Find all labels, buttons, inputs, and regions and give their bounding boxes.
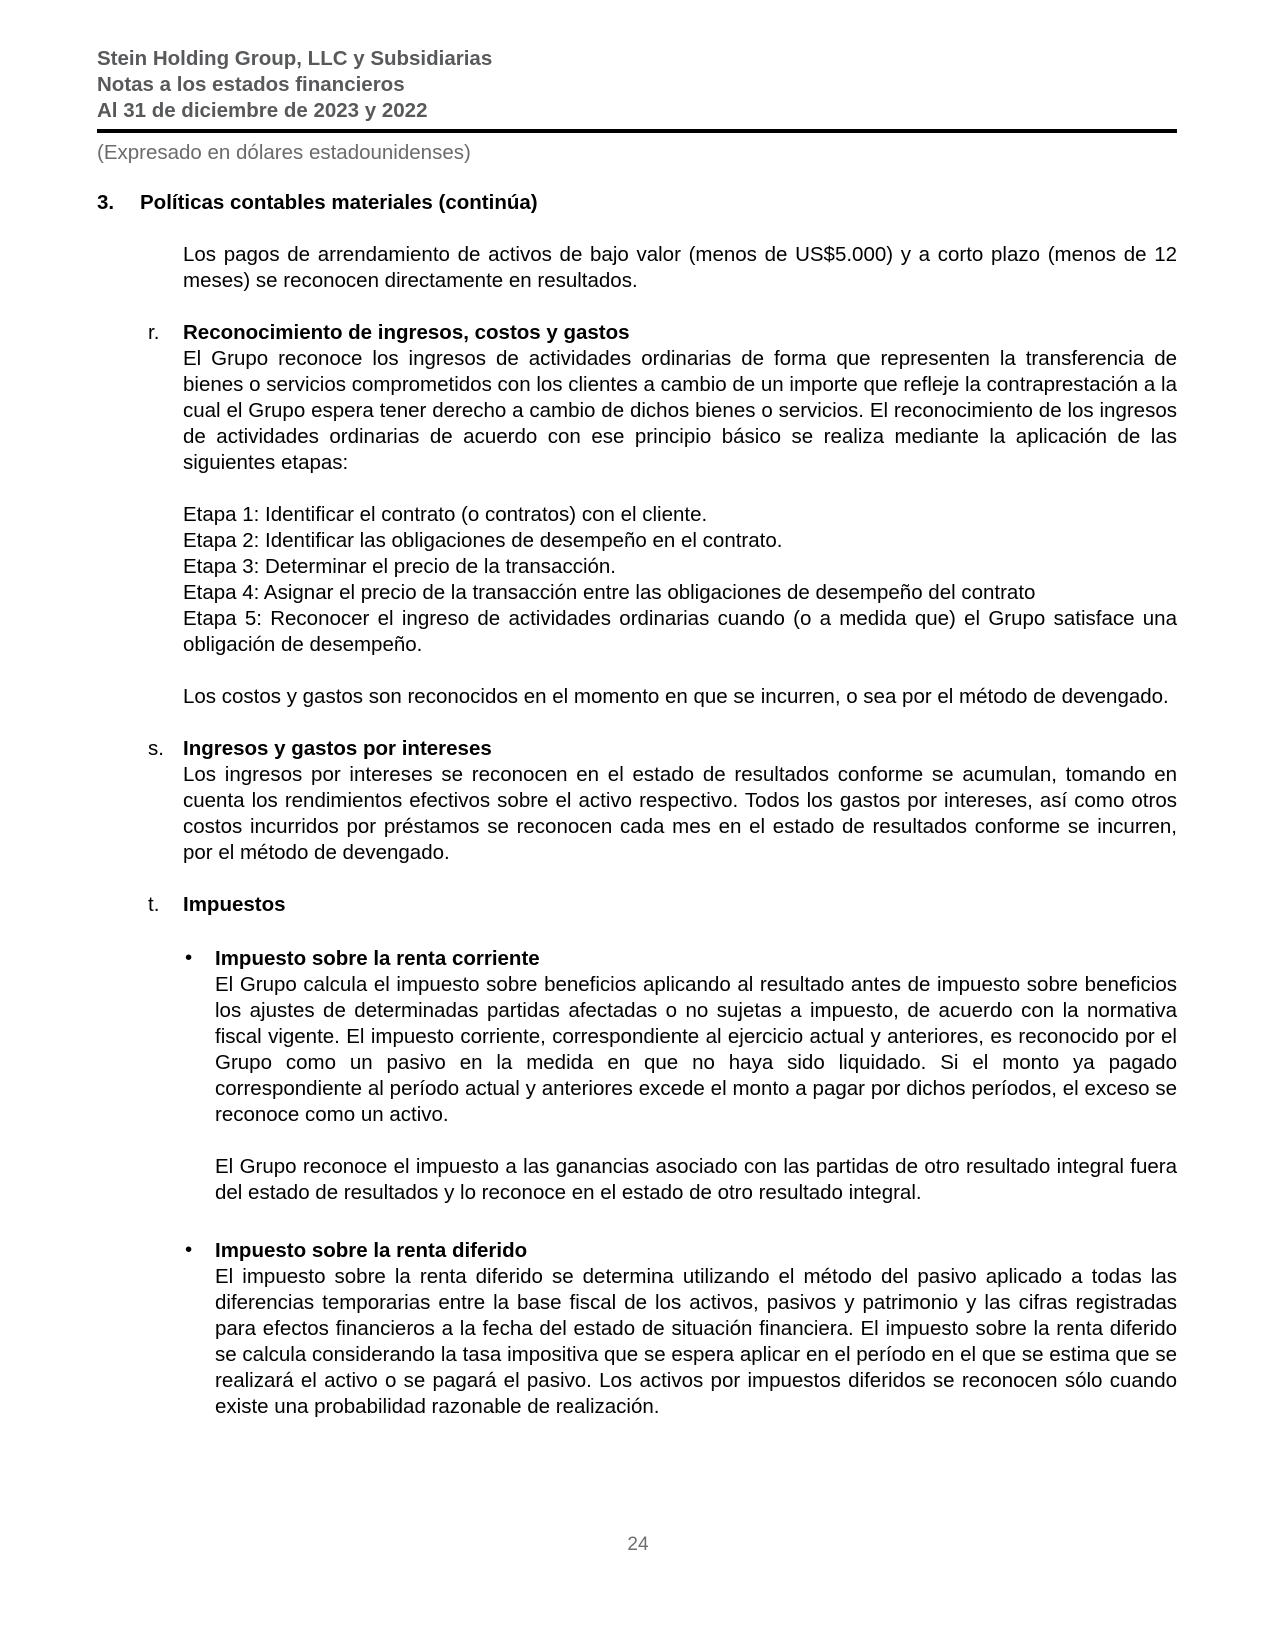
etapa-item-2: Etapa 2: Identificar las obligaciones de desempeño en el contrato. xyxy=(183,529,783,552)
subsection-r xyxy=(148,320,1177,710)
notes-title: Notas a los estados financieros xyxy=(97,73,405,96)
bullet-deferred-tax xyxy=(185,1238,1177,1420)
subsection-r-title: Reconocimiento de ingresos, costos y gastos xyxy=(183,321,630,344)
bullet-current-tax-paragraph-2: El Grupo reconoce el impuesto a las ganancias asociado con las partidas de otro resultado integral fuera del estado de resultados y lo reconoce en el estado de otro resultado integral. xyxy=(215,1155,1177,1204)
subsection-r-closing: Los costos y gastos son reconocidos en el momento en que se incurren, o sea por el método de devengado. xyxy=(183,685,1169,708)
header-rule xyxy=(97,129,1177,133)
subsection-s-label: s. xyxy=(148,737,164,760)
bullet-deferred-tax-paragraph-1: El impuesto sobre la renta diferido se determina utilizando el método del pasivo aplicado a todas las diferencias temporarias entre la base fiscal de los activos, pasivos y patrimonio y las cifras registradas para efectos financieros a la fecha del estado de situación financiera. El impuesto sobre la renta diferido se calcula considerando la tasa impositiva que se espera aplicar en el período en el que se estima que se realizará el activo o se pagará el pasivo. Los activos por impuestos diferidos se reconocen sólo cuando existe una probabilidad razonable de realización. xyxy=(215,1265,1177,1418)
bullet-deferred-tax-title: Impuesto sobre la renta diferido xyxy=(215,1239,528,1262)
page-number: 24 xyxy=(627,1534,649,1555)
section-number: 3. xyxy=(97,191,115,214)
doc-header xyxy=(97,46,1177,124)
etapa-item-5: Etapa 5: Reconocer el ingreso de actividades ordinarias cuando (o a medida que) el Grupo satisface una obligación de desempeño. xyxy=(183,607,1177,656)
etapa-item-4: Etapa 4: Asignar el precio de la transacción entre las obligaciones de desempeño del contrato xyxy=(183,581,1036,604)
subsection-t-label: t. xyxy=(148,893,160,916)
section-title: Políticas contables materiales (continúa) xyxy=(140,191,538,214)
intro-paragraph: Los pagos de arrendamiento de activos de bajo valor (menos de US$5.000) y a corto plazo (menos de 12 meses) se reconocen directamente en resultados. xyxy=(183,243,1177,292)
section-content xyxy=(148,242,1177,1420)
bullet-current-tax-paragraph-1: El Grupo calcula el impuesto sobre beneficios aplicando al resultado antes de impuesto sobre beneficios los ajustes de determinadas partidas afectadas o no sujetas a impuesto, de acuerdo con la normativa fiscal vigente. El impuesto corriente, correspondiente al ejercicio actual y anteriores, es reconocido por el Grupo como un pasivo en la medida en que no haya sido liquidado. Si el monto ya pagado correspondiente al período actual y anteriores excede el monto a pagar por dichos períodos, el exceso se reconoce como un activo. xyxy=(215,973,1177,1126)
currency-note: (Expresado en dólares estadounidenses) xyxy=(97,141,471,164)
bullet-icon: • xyxy=(185,1238,193,1261)
subsection-s xyxy=(148,736,1177,866)
date-line: Al 31 de diciembre de 2023 y 2022 xyxy=(97,99,428,122)
subsection-r-label: r. xyxy=(148,321,160,344)
subsection-t xyxy=(148,892,1177,1420)
etapa-item-1: Etapa 1: Identificar el contrato (o contratos) con el cliente. xyxy=(183,503,708,526)
subsection-s-body: Los ingresos por intereses se reconocen en el estado de resultados conforme se acumulan, tomando en cuenta los rendimientos efectivos sobre el activo respectivo. Todos los gastos por intereses, así como otros costos incurridos por préstamos se reconocen cada mes en el estado de resultados conforme se incurren, por el método de devengado. xyxy=(183,763,1177,864)
section-heading xyxy=(97,190,1177,216)
subsection-r-body: El Grupo reconoce los ingresos de actividades ordinarias de forma que representen la transferencia de bienes o servicios comprometidos con los clientes a cambio de un importe que refleje la contraprestación a la cual el Grupo espera tener derecho a cambio de dichos bienes o servicios. El reconocimiento de los ingresos de actividades ordinarias de acuerdo con ese principio básico se realiza mediante la aplicación de las siguientes etapas: xyxy=(183,347,1177,474)
subsection-s-title: Ingresos y gastos por intereses xyxy=(183,737,492,760)
etapas-list xyxy=(183,502,1177,658)
etapa-item-3: Etapa 3: Determinar el precio de la transacción. xyxy=(183,555,617,578)
bullet-current-tax xyxy=(185,946,1177,1206)
bullet-current-tax-title: Impuesto sobre la renta corriente xyxy=(215,947,540,970)
subsection-t-title: Impuestos xyxy=(183,893,286,916)
bullet-icon: • xyxy=(185,946,193,969)
company-name: Stein Holding Group, LLC y Subsidiarias xyxy=(97,47,493,70)
